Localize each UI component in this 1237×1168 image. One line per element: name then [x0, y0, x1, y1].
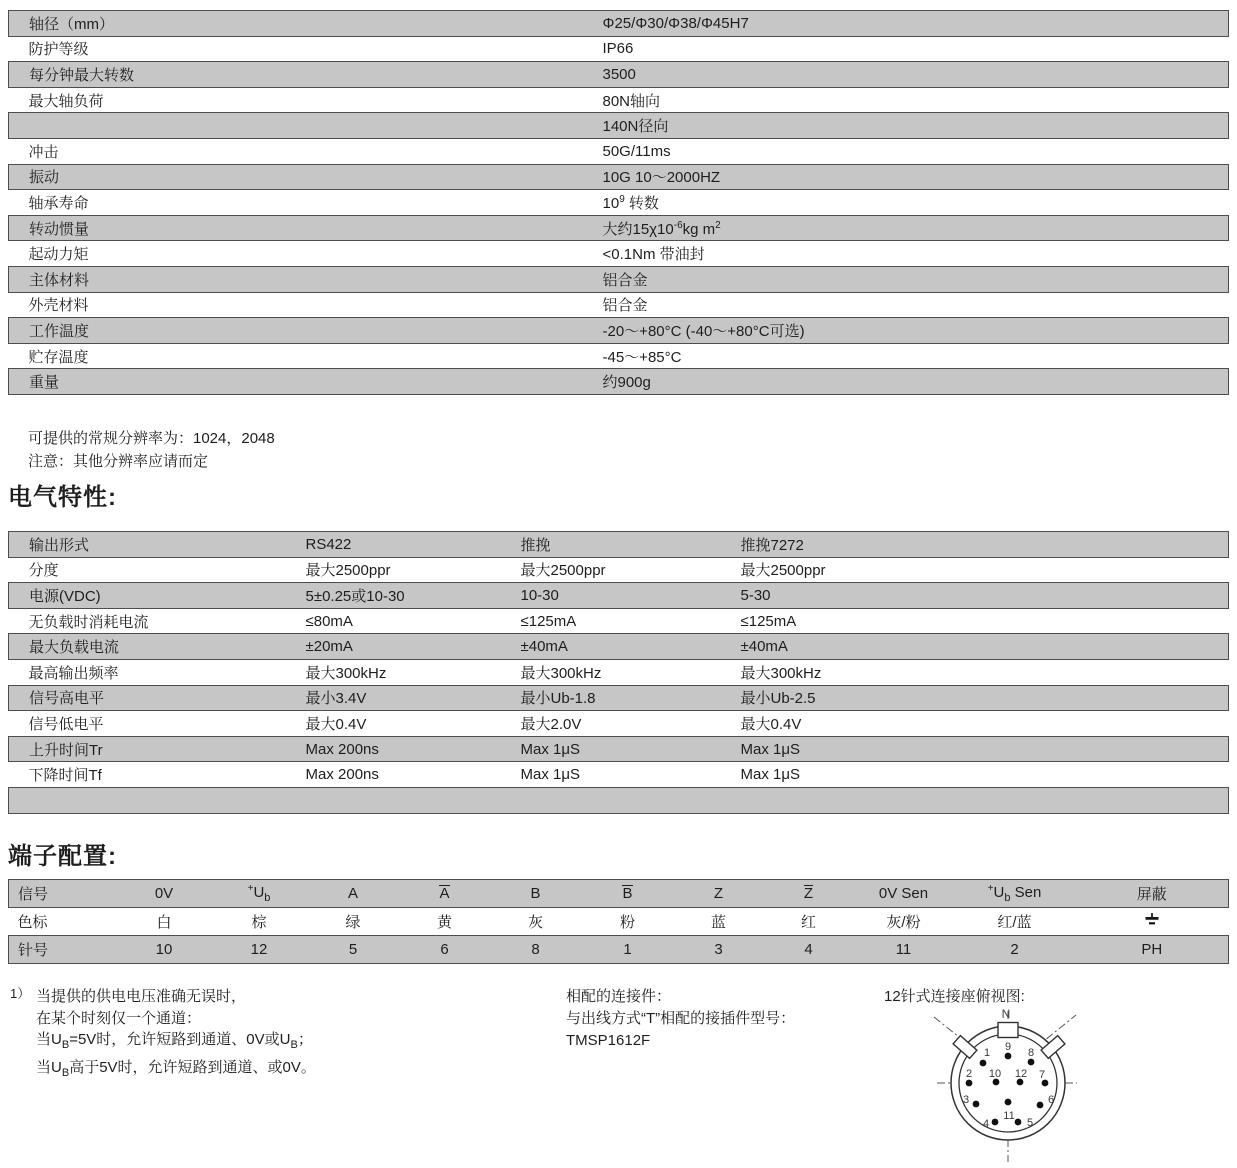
elec-value: 最大0.4V [740, 715, 802, 733]
color-cell: 粉 [619, 914, 635, 931]
spec-label: 起动力矩 [28, 246, 89, 264]
terminal-table [8, 879, 1229, 964]
table-row [9, 292, 1229, 318]
spec-value: Φ25/Φ30/Φ38/Φ45H7 [599, 11, 1229, 37]
connector-pin [1005, 1099, 1012, 1106]
connector-pin-label: 11 [1003, 1110, 1015, 1122]
footnote-line: 当提供的供电电压准确无误时， [36, 988, 247, 1005]
spec-table [8, 10, 1229, 395]
elec-value: ≤125mA [520, 612, 577, 630]
pin-cell: PH [1076, 936, 1229, 964]
table-row [9, 87, 1229, 113]
connector-pin [1028, 1059, 1035, 1066]
elec-value: ±40mA [741, 634, 1229, 660]
signal-cell: $^+U_b$ Sen [954, 880, 1076, 908]
spec-label: 贮存温度 [28, 348, 89, 366]
spec-label: 重量 [9, 369, 599, 395]
table-row [9, 659, 1229, 685]
elec-value: Max 1μS [521, 736, 741, 762]
terminal-heading: 端子配置: [8, 843, 117, 870]
connector-pin [973, 1101, 980, 1108]
connector-pin [980, 1060, 987, 1067]
table-row [9, 762, 1229, 788]
footnote-line: 当$U_B$高于5V时，允许短路到通道、或0V。 [36, 1058, 316, 1079]
spec-value: 3500 [599, 62, 1229, 88]
elec-value: Max 1μS [520, 766, 580, 784]
table-row [9, 62, 1229, 88]
connector-pin [992, 1119, 999, 1126]
spec-label: 每分钟最大转数 [9, 62, 599, 88]
connector-pin-label: 10 [988, 1068, 1002, 1080]
pin-cell: 2 [954, 936, 1076, 964]
elec-label [9, 787, 306, 813]
spec-label: 工作温度 [9, 318, 599, 344]
table-row [9, 266, 1229, 292]
note-line: 相配的连接件： [566, 988, 672, 1005]
spec-label: 外壳材料 [28, 297, 89, 315]
spec-value: 约900g [599, 369, 1229, 395]
elec-value: Max 200ns [306, 736, 521, 762]
table-row [9, 113, 1229, 139]
signal-cell: 0V Sen [854, 880, 954, 908]
spec-value: -45～+85°C [602, 348, 682, 366]
spec-value: $10^9$ 转数 [602, 193, 659, 212]
elec-value: Max 200ns [305, 766, 379, 784]
table-row [9, 11, 1229, 37]
table-row [9, 215, 1229, 241]
table-row [9, 190, 1229, 216]
signal-cell: B [582, 880, 674, 908]
resolution-notes [28, 428, 275, 473]
note-line: 注意：其他分辨率应请而定 [28, 452, 209, 470]
spec-value: 铝合金 [599, 266, 1229, 292]
table-row [9, 787, 1229, 813]
elec-value: ≤125mA [740, 612, 797, 630]
elec-label: 电源(VDC) [9, 583, 306, 609]
elec-value: 推挽 [521, 532, 741, 558]
elec-label: 信号低电平 [28, 715, 104, 733]
table-row [9, 908, 1229, 936]
spec-label: 冲击 [28, 143, 59, 161]
footnote-line: 在某个时刻仅一个通道： [36, 1009, 202, 1027]
spec-label: 防护等级 [28, 41, 89, 59]
color-cell: 绿 [345, 914, 361, 931]
pin-cell: 6 [400, 936, 490, 964]
spec-label: 振动 [9, 164, 599, 190]
spec-label [9, 113, 599, 139]
signal-cell: A [307, 880, 400, 908]
elec-label: 输出形式 [9, 532, 306, 558]
table-row [9, 36, 1229, 62]
table-row [9, 241, 1229, 267]
table-row [9, 532, 1229, 558]
elec-value: ≤80mA [305, 612, 353, 630]
table-row [9, 343, 1229, 369]
pin-cell: 12 [212, 936, 307, 964]
table-row [9, 880, 1229, 908]
color-cell: 蓝 [710, 914, 726, 931]
elec-value [521, 787, 741, 813]
footnote-line: 当$U_B=5V$时，允许短路到通道、0V或$U_B$； [36, 1031, 313, 1051]
table-row [9, 557, 1229, 583]
elec-value: Max 1μS [740, 766, 800, 784]
connector-pin-label: 6 [1047, 1094, 1055, 1106]
table-row [9, 736, 1229, 762]
spec-value: IP66 [602, 40, 634, 58]
spec-value: <0.1Nm 带油封 [602, 246, 705, 264]
color-cell: 黄 [436, 914, 452, 931]
mating-connector-note [566, 986, 795, 1052]
pin-cell: 10 [117, 936, 212, 964]
spec-value: 铝合金 [602, 297, 648, 315]
connector-diagram-title: 12针式连接座俯视图: [884, 988, 1025, 1005]
elec-label: 最高输出频率 [28, 664, 119, 682]
terminal-row-label: 针号 [9, 936, 117, 964]
connector-pin [1037, 1102, 1044, 1109]
color-cell: 红 [800, 914, 816, 931]
elec-value: 5±0.25或10-30 [306, 583, 521, 609]
table-row [9, 936, 1229, 964]
spec-label: 转动惯量 [9, 215, 599, 241]
elec-value: 最大2500ppr [520, 562, 606, 580]
terminal-row-label: 信号 [9, 880, 117, 908]
connector-pin-label: 12 [1014, 1068, 1028, 1080]
elec-value: 推挽7272 [741, 532, 1229, 558]
electrical-table [8, 531, 1229, 814]
elec-value: 10-30 [521, 583, 741, 609]
pin-cell: 1 [582, 936, 674, 964]
note-line: TMSP1612F [566, 1032, 651, 1049]
pin-cell: 11 [854, 936, 954, 964]
elec-value: 最大2500ppr [305, 562, 391, 580]
color-cell: 棕 [251, 914, 267, 931]
connector-pin-label: 7 [1038, 1069, 1046, 1081]
connector-pin-label: 8 [1027, 1047, 1035, 1059]
elec-value: Max 1μS [741, 736, 1229, 762]
table-row [9, 711, 1229, 737]
elec-value [306, 787, 521, 813]
note-line: 与出线方式“T”相配的接插件型号： [566, 1010, 796, 1027]
spec-value: -20～+80°C (-40～+80°C可选) [599, 318, 1229, 344]
elec-value: 最大0.4V [305, 715, 367, 733]
keying-notch-top [998, 1023, 1018, 1038]
connector-pin [1015, 1119, 1022, 1126]
power-supply-footnote [10, 986, 316, 1084]
note-line: 可提供的常规分辨率为：1024，2048 [28, 430, 275, 447]
elec-value: 最小Ub-2.5 [741, 685, 1229, 711]
connector-pin [966, 1080, 973, 1087]
spec-value: 50G/11ms [602, 142, 671, 160]
table-row [9, 685, 1229, 711]
connector-top-view-diagram [930, 1003, 1096, 1167]
color-cell: 白 [156, 914, 172, 931]
elec-value: 最大300kHz [520, 664, 602, 682]
elec-value: RS422 [306, 532, 521, 558]
connector-pin-label: 1 [983, 1047, 991, 1059]
pin-cell: 8 [490, 936, 582, 964]
earth-ground-icon [1144, 913, 1160, 930]
table-row [9, 138, 1229, 164]
spec-label: 最大轴负荷 [28, 92, 104, 110]
color-cell: 灰/粉 [886, 914, 921, 931]
connector-pin-label: 4 [982, 1118, 990, 1130]
table-row [9, 634, 1229, 660]
signal-cell: $^+U_b$ [212, 880, 307, 908]
pin-cell: 4 [764, 936, 854, 964]
elec-value: 最大2500ppr [740, 562, 826, 580]
elec-value: 最大300kHz [305, 664, 387, 682]
connector-pin-label: 2 [965, 1068, 973, 1080]
elec-value: 最大300kHz [740, 664, 822, 682]
spec-value: 大约$15\chi 10^{-6}kg$ $m^2$ [599, 215, 1229, 241]
elec-label: 分度 [28, 562, 59, 580]
table-row [9, 608, 1229, 634]
spec-value: 140N径向 [599, 113, 1229, 139]
connector-pin-label: 9 [1004, 1041, 1012, 1053]
spec-value: 10G 10～2000HZ [599, 164, 1229, 190]
connector-pin [1005, 1053, 1012, 1060]
spec-label: 轴径（mm） [9, 11, 599, 37]
color-cell: 灰 [527, 914, 543, 931]
color-cell [1076, 908, 1229, 936]
elec-value [741, 787, 1229, 813]
elec-label: 信号高电平 [9, 685, 306, 711]
table-row [9, 164, 1229, 190]
table-row [9, 583, 1229, 609]
footnote-marker: 1） [10, 986, 31, 1001]
elec-label: 无负载时消耗电流 [28, 613, 149, 631]
elec-label: 最大负载电流 [9, 634, 306, 660]
elec-label: 上升时间Tr [9, 736, 306, 762]
spec-label: 轴承寿命 [28, 194, 89, 212]
elec-value: 最大2.0V [520, 715, 582, 733]
pin-cell: 3 [674, 936, 764, 964]
signal-cell: Z [674, 880, 764, 908]
signal-cell: B [490, 880, 582, 908]
elec-value: 5-30 [741, 583, 1229, 609]
connector-pin-label: 5 [1026, 1117, 1034, 1129]
signal-cell: A [400, 880, 490, 908]
table-row [9, 318, 1229, 344]
spec-label: 主体材料 [9, 266, 599, 292]
signal-cell: Z [764, 880, 854, 908]
elec-label: 下降时间Tf [28, 767, 102, 785]
north-marker: N [1001, 1007, 1011, 1021]
color-cell: 红/蓝 [997, 914, 1032, 931]
pin-cell: 5 [307, 936, 400, 964]
spec-value: 80N轴向 [602, 92, 661, 110]
elec-value: ±20mA [306, 634, 521, 660]
electrical-heading: 电气特性: [8, 484, 117, 511]
terminal-row-label: 色标 [17, 914, 48, 931]
connector-pin-label: 3 [962, 1094, 970, 1106]
elec-value: 最小3.4V [306, 685, 521, 711]
table-row [9, 369, 1229, 395]
elec-value: ±40mA [521, 634, 741, 660]
elec-value: 最小Ub-1.8 [521, 685, 741, 711]
signal-cell: 屏蔽 [1076, 880, 1229, 908]
signal-cell: 0V [117, 880, 212, 908]
